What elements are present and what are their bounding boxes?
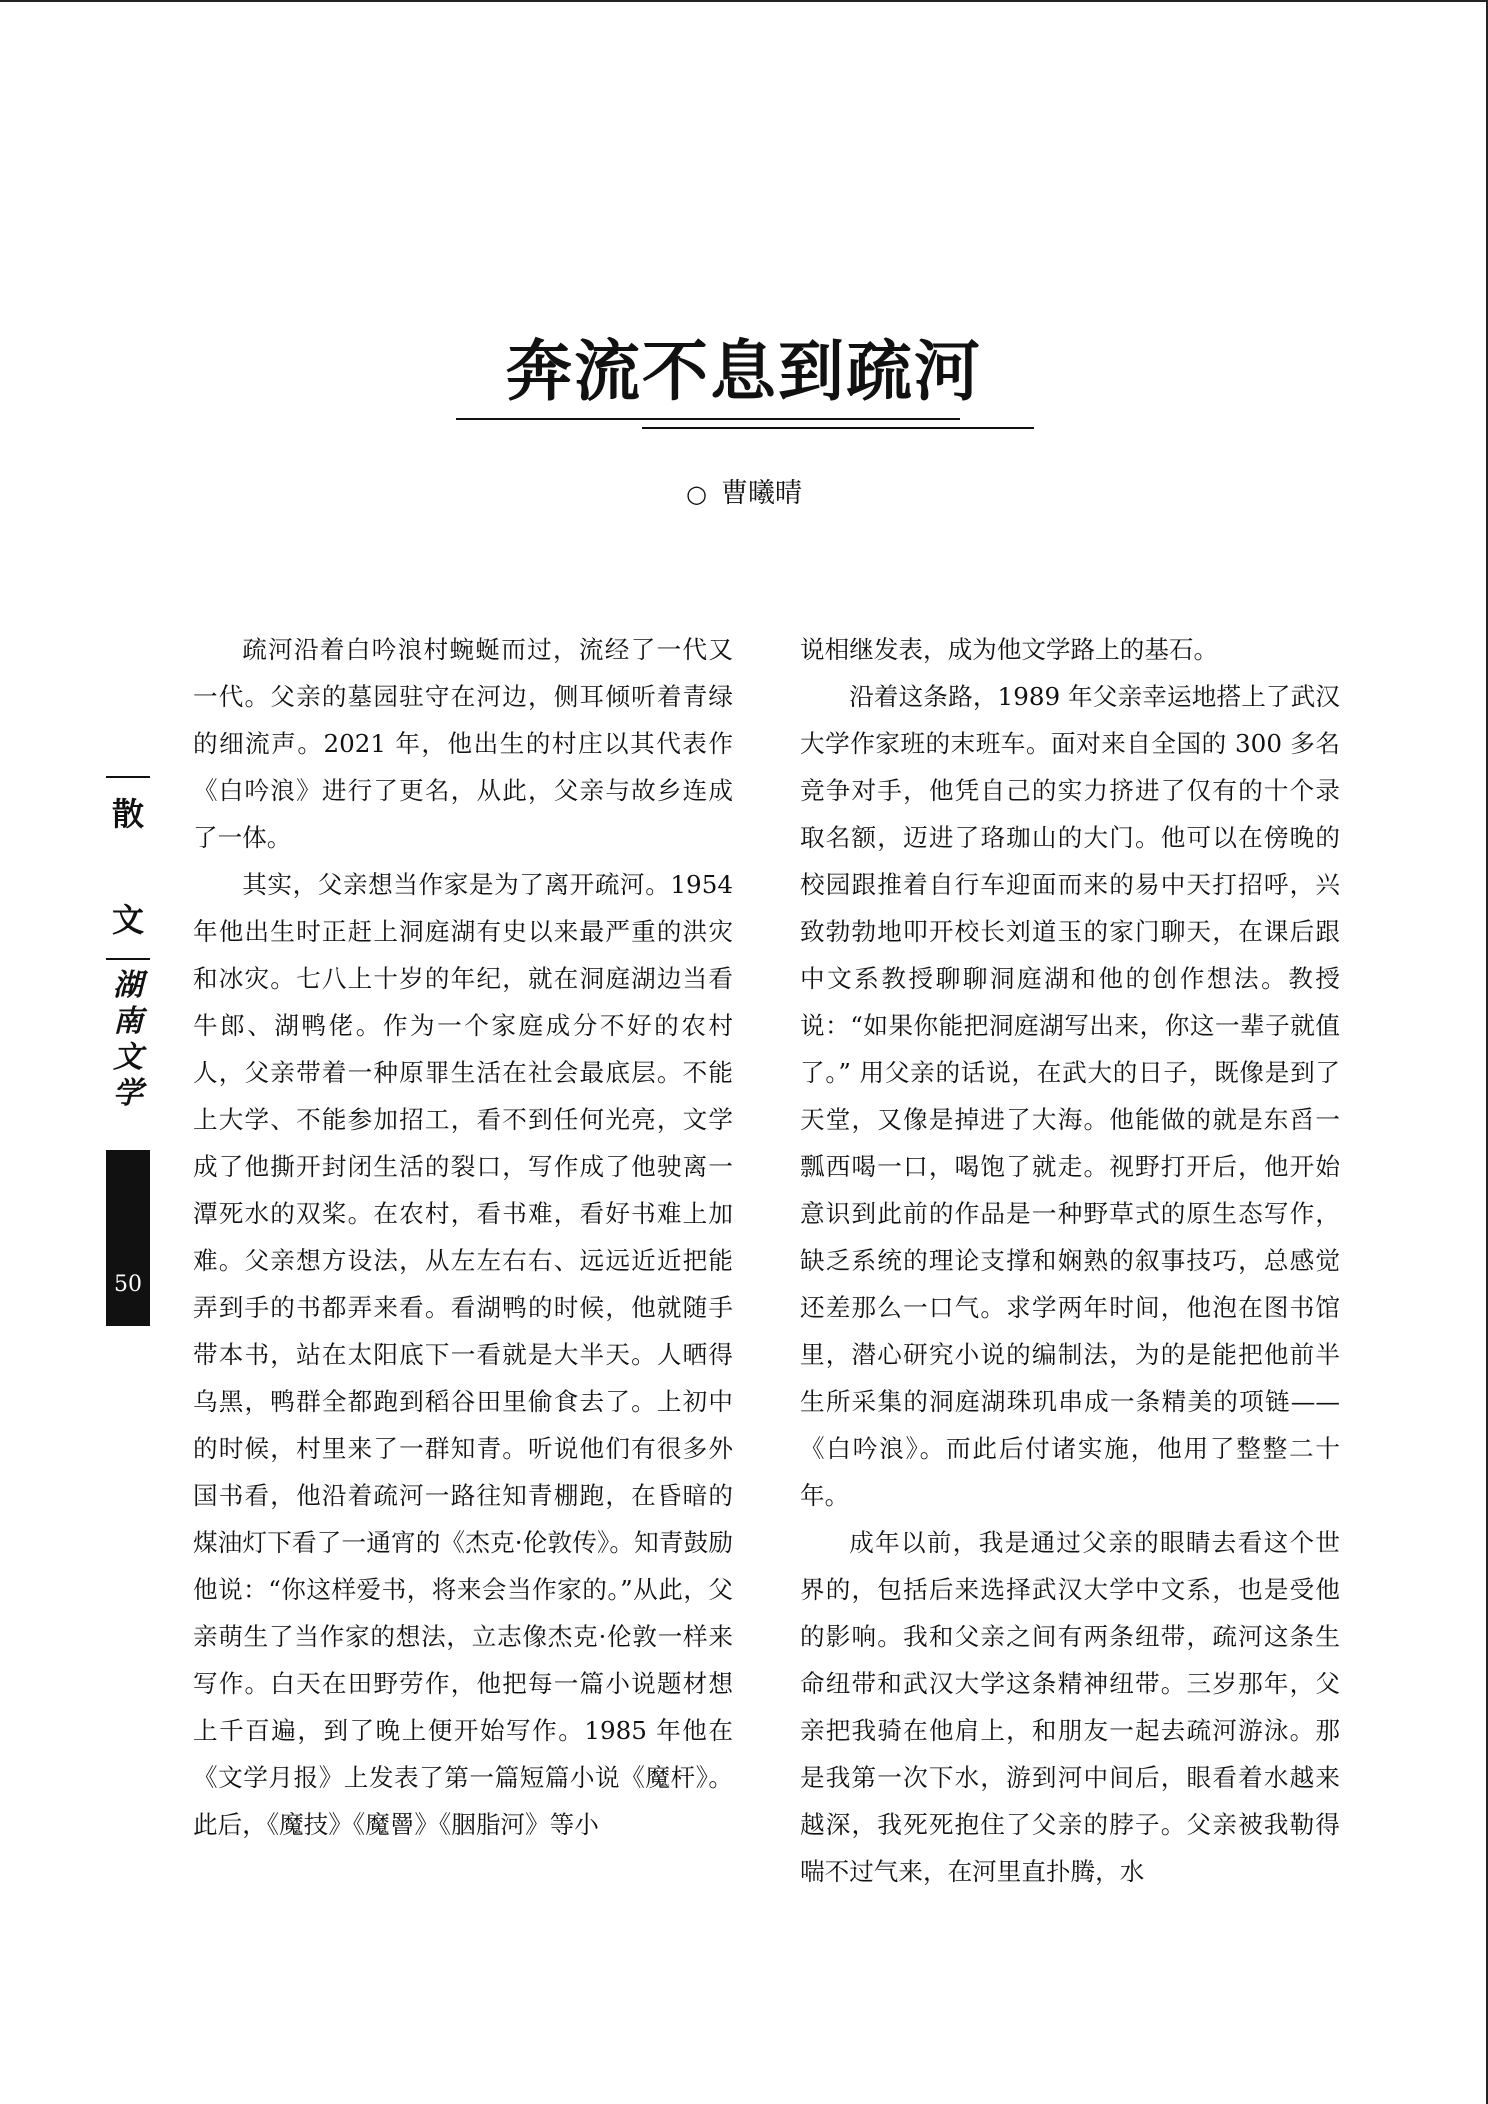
author-name: 曹曦晴 (720, 478, 802, 509)
paragraph: 成年以前，我是通过父亲的眼睛去看这个世界的，包括后来选择武汉大学中文系，也是受他的影响。我和父亲之间有两条纽带，疏河这条生命纽带和武汉大学这条精神纽带。三岁那年，父亲把我骑在他肩上，和朋友一起去疏河游泳。那是我第一次下水，游到河中间后，眼看着水越来越深，我死死抱住了父亲的脖子。父亲被我勒得喘不过气来，在河里直扑腾，水 (800, 1528, 1340, 1886)
page-number: 50 (114, 1272, 142, 1297)
title-underline-upper (456, 418, 960, 420)
author-line (0, 474, 1488, 514)
top-border-line (0, 0, 1488, 2)
article-title: 奔流不息到疏河 (506, 333, 982, 410)
magazine-name: 湖南文学 (113, 968, 143, 1111)
paragraph: 沿着这条路，1989 年父亲幸运地搭上了武汉大学作家班的末班车。面对来自全国的 300 多名竞争对手，他凭自己的实力挤进了仅有的十个录取名额，迈进了珞珈山的大门。他可以在傍晚的校园跟推着自行车迎面而来的易中天打招呼，兴致勃勃地叩开校长刘道玉的家门聊天，在课后跟中文系教授聊聊洞庭湖和他的创作想法。教授说：“如果你能把洞庭湖写出来，你这一辈子就值了。” 用父亲的话说，在武大的日子，既像是到了天堂，又像是掉进了大海。他能做的就是东舀一瓢西喝一口，喝饱了就走。视野打开后，他开始意识到此前的作品是一种野草式的原生态写作，缺乏系统的理论支撑和娴熟的叙事技巧，总感觉还差那么一口气。求学两年时间，他泡在图书馆里，潜心研究小说的编制法，为的是能把他前半生所采集的洞庭湖珠玑串成一条精美的项链——《白吟浪》。而此后付诸实施，他用了整整二十年。 (800, 682, 1340, 1510)
right-column (800, 626, 1340, 1895)
title-underline-lower (642, 427, 1034, 429)
paragraph: 疏河沿着白吟浪村蜿蜒而过，流经了一代又一代。父亲的墓园驻守在河边，侧耳倾听着青绿的细流声。2021 年，他出生的村庄以其代表作《白吟浪》进行了更名，从此，父亲与故乡连成了一体。 (193, 635, 733, 852)
page-number-block (106, 1150, 150, 1326)
section-char-2: 文 (111, 901, 144, 939)
section-char-1: 散 (111, 795, 144, 833)
author-circle-icon: ○ (686, 480, 707, 508)
sidebar-rule-top (106, 776, 150, 778)
left-column (193, 626, 733, 1848)
sidebar-rule-middle (106, 958, 150, 960)
paragraph: 其实，父亲想当作家是为了离开疏河。1954 年他出生时正赶上洞庭湖有史以来最严重的洪灾和冰灾。七八上十岁的年纪，就在洞庭湖边当看牛郎、湖鸭佬。作为一个家庭成分不好的农村人，父亲带着一种原罪生活在社会最底层。不能上大学、不能参加招工，看不到任何光亮，文学成了他撕开封闭生活的裂口，写作成了他驶离一潭死水的双桨。在农村，看书难，看好书难上加难。父亲想方设法，从左左右右、远远近近把能弄到手的书都弄来看。看湖鸭的时候，他就随手带本书，站在太阳底下一看就是大半天。人晒得乌黑，鸭群全都跑到稻谷田里偷食去了。上初中的时候，村里来了一群知青。听说他们有很多外国书看，他沿着疏河一路往知青棚跑，在昏暗的煤油灯下看了一通宵的《杰克·伦敦传》。知青鼓励他说：“你这样爱书，将来会当作家的。”从此，父亲萌生了当作家的想法，立志像杰克·伦敦一样来写作。白天在田野劳作，他把每一篇小说题材想上千百遍，到了晚上便开始写作。1985 年他在《文学月报》上发表了第一篇短篇小说《魔杆》。此后，《魔技》《魔罾》《胭脂河》等小 (193, 870, 733, 1839)
paragraph-continuation: 说相继发表，成为他文学路上的基石。 (800, 635, 1219, 664)
